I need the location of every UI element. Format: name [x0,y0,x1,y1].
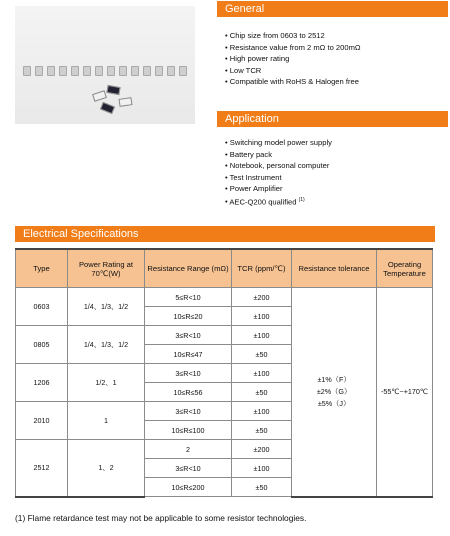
type-cell: 2010 [16,402,68,440]
type-cell: 1206 [16,364,68,402]
power-cell: 1/4、1/3、1/2 [68,288,145,326]
type-cell: 0805 [16,326,68,364]
tolerance-value: ±2%（G） [316,386,352,396]
product-photo [15,6,195,124]
application-heading: Application [217,111,448,127]
range-cell: 2 [145,440,232,459]
general-features [225,30,361,88]
range-cell: 3≤R<10 [145,402,232,421]
resistor-chip [106,85,120,95]
col-header-tcr: TCR (ppm/℃) [232,249,292,288]
col-header-tolerance: Resistance tolerance [292,249,377,288]
tcr-cell: ±50 [232,478,292,497]
power-cell: 1/4、1/3、1/2 [68,326,145,364]
tolerance-value: ±1%（F） [317,374,351,384]
power-cell: 1/2、1 [68,364,145,402]
tcr-cell: ±100 [232,307,292,326]
electrical-specs-heading: Electrical Specifications [15,226,435,242]
reel-tape [23,66,187,76]
list-item: • Test Instrument [225,172,332,184]
tolerance-value: ±5%（J） [317,398,351,408]
list-item: • Switching model power supply [225,137,332,149]
general-heading: General [217,1,448,17]
range-cell: 10≤R≤47 [145,345,232,364]
list-item: • AEC-Q200 qualified $^{(1)}$ [225,195,332,208]
power-cell: 1 [68,402,145,440]
table-row [16,288,433,307]
type-cell: 0603 [16,288,68,326]
tcr-cell: ±200 [232,288,292,307]
resistor-chip [119,97,133,107]
tcr-cell: ±100 [232,364,292,383]
resistor-chip [100,102,115,114]
range-cell: 10≤R≤100 [145,421,232,440]
power-cell: 1、2 [68,440,145,497]
footnote-ref: (1) [298,196,305,203]
range-cell: 3≤R<10 [145,459,232,478]
list-item: • Compatible with RoHS & Halogen free [225,76,361,88]
tcr-cell: ±50 [232,421,292,440]
list-item: • Power Amplifier [225,183,332,195]
range-cell: 10≤R≤200 [145,478,232,497]
application-list [225,137,332,208]
range-cell: 5≤R<10 [145,288,232,307]
range-cell: 10≤R≤20 [145,307,232,326]
list-item: • Notebook, personal computer [225,160,332,172]
spec-table [15,248,433,498]
resistor-chip [92,90,107,102]
tcr-cell: ±200 [232,440,292,459]
tcr-cell: ±100 [232,459,292,478]
footnote: (1) Flame retardance test may not be applicable to some resistor technologies. [15,513,307,523]
col-header-type: Type [16,249,68,288]
range-cell: 3≤R<10 [145,326,232,345]
tcr-cell: ±50 [232,345,292,364]
tolerance-cell [292,288,377,497]
temperature-cell: -55℃~+170℃ [377,288,433,497]
col-header-temp: Operating Temperature [377,249,433,288]
tcr-cell: ±50 [232,383,292,402]
type-cell: 2512 [16,440,68,497]
list-item: • High power rating [225,53,361,65]
list-item: • Battery pack [225,149,332,161]
range-cell: 10≤R≤56 [145,383,232,402]
tcr-cell: ±100 [232,326,292,345]
list-item: • Resistance value from 2 mΩ to 200mΩ [225,42,361,54]
range-cell: 3≤R<10 [145,364,232,383]
col-header-range: Resistance Range (mΩ) [145,249,232,288]
tcr-cell: ±100 [232,402,292,421]
col-header-power: Power Rating at 70℃(W) [68,249,145,288]
list-item: • Low TCR [225,65,361,77]
list-item: • Chip size from 0603 to 2512 [225,30,361,42]
